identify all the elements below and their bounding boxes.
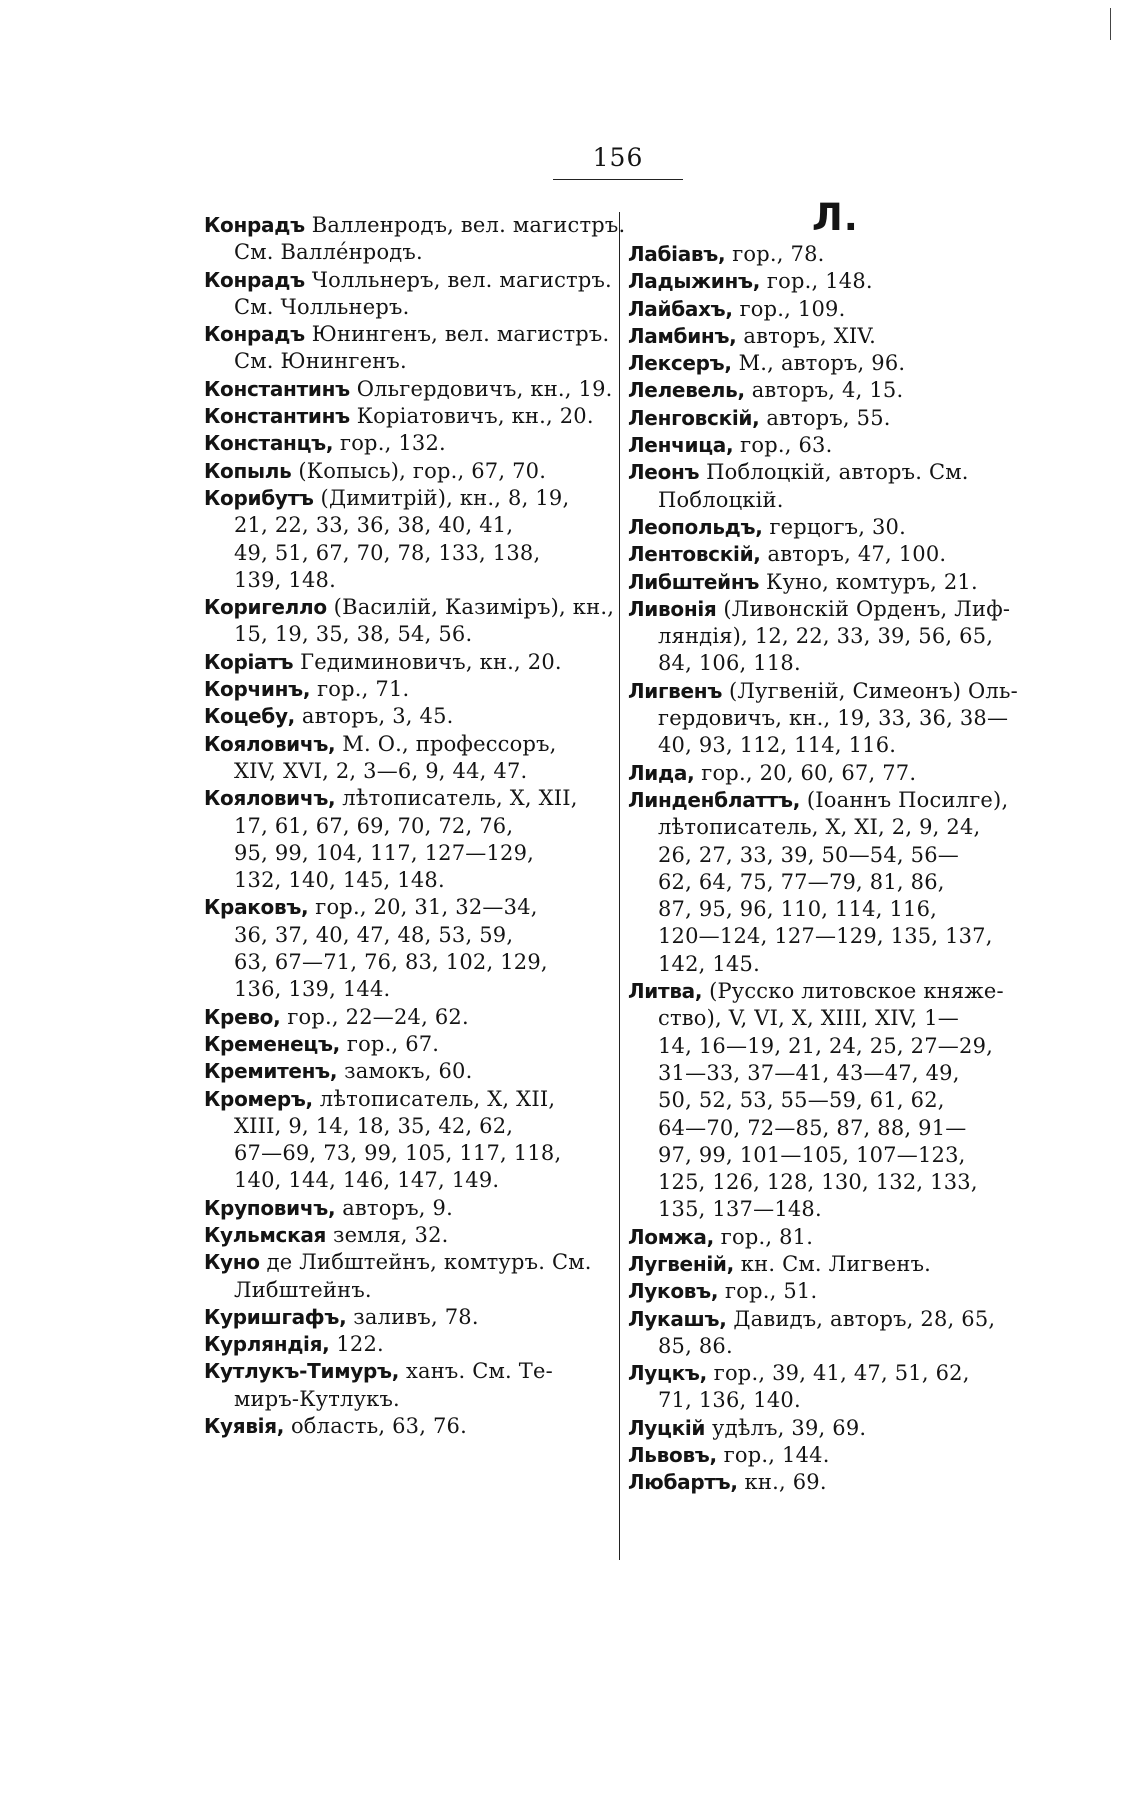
entry-text: (Лугвеній, Симеонъ) Оль-	[728, 678, 1018, 703]
entry-headword: Ливонія	[628, 596, 717, 621]
entry-headword: Луцкій	[628, 1415, 706, 1440]
index-entry	[628, 296, 1032, 323]
entry-first-line	[628, 1251, 1032, 1278]
entry-headword: Констанцъ,	[204, 431, 334, 456]
entry-first-line	[628, 459, 1032, 486]
entry-continuation-line	[628, 951, 1032, 978]
entry-text: герцогъ, 30.	[769, 514, 906, 539]
entry-continuation-line	[628, 1169, 1032, 1196]
entry-first-line	[628, 1442, 1032, 1469]
entry-first-line	[628, 541, 1032, 568]
index-entry	[628, 432, 1032, 459]
entry-continuation-line	[628, 650, 1032, 677]
entry-text: гор., 63.	[740, 433, 833, 458]
entry-continuation-line	[204, 840, 606, 867]
entry-continuation-line	[204, 294, 606, 321]
entry-text: заливъ, 78.	[353, 1304, 479, 1329]
entry-text: гердовичъ, кн., 19, 33, 36, 38—	[658, 706, 1009, 731]
index-entry	[628, 541, 1032, 568]
entry-text: 136, 139, 144.	[234, 977, 391, 1002]
entry-text: (Копысь), гор., 67, 70.	[298, 458, 547, 483]
index-entry	[628, 268, 1032, 295]
entry-text: (Іоаннъ Посилге),	[806, 787, 1009, 812]
entry-text: авторъ, XIV.	[743, 323, 876, 348]
index-entry	[628, 1306, 1032, 1361]
entry-first-line	[628, 760, 1032, 787]
entry-text: кн. См. Лигвенъ.	[740, 1251, 932, 1276]
margin-mark	[1110, 8, 1111, 40]
entry-first-line	[204, 321, 610, 348]
entry-text: гор., 67.	[346, 1031, 440, 1056]
entry-text: гор., 81.	[720, 1224, 814, 1249]
entry-headword: Лелевель,	[628, 378, 745, 403]
entry-first-line	[628, 268, 1032, 295]
entry-headword: Кромеръ,	[204, 1086, 313, 1111]
entry-first-line	[204, 1086, 606, 1113]
entry-continuation-line	[204, 348, 606, 375]
entry-text: 139, 148.	[234, 567, 336, 592]
entry-continuation-line	[204, 867, 606, 894]
index-entry	[628, 323, 1032, 350]
entry-first-line	[628, 1415, 1032, 1442]
entry-first-line	[628, 569, 1032, 596]
entry-headword: Круповичъ,	[204, 1195, 336, 1220]
index-entry	[204, 1031, 606, 1058]
entry-text: М., авторъ, 96.	[738, 351, 906, 376]
entry-headword: Куявія,	[204, 1414, 285, 1439]
entry-headword: Лентовскій,	[628, 542, 761, 567]
entry-headword: Ломжа,	[628, 1224, 714, 1249]
entry-continuation-line	[628, 1333, 1032, 1360]
entry-headword: Литва,	[628, 979, 703, 1004]
entry-headword: Леонъ	[628, 460, 700, 485]
entry-text: гор., 148.	[766, 269, 873, 294]
index-entry	[204, 403, 606, 430]
entry-text: Гедиминовичъ, кн., 20.	[300, 649, 562, 674]
entry-continuation-line	[628, 1033, 1032, 1060]
entry-text: 140, 144, 146, 147, 149.	[234, 1168, 500, 1193]
header-rule	[553, 179, 683, 180]
entry-text: 62, 64, 75, 77—79, 81, 86,	[658, 869, 945, 894]
index-entry	[204, 731, 606, 786]
entry-headword: Коріатъ	[204, 649, 294, 674]
index-entry	[204, 485, 606, 594]
entry-headword: Крево,	[204, 1004, 281, 1029]
entry-text: 132, 140, 145, 148.	[234, 868, 445, 893]
entry-text: ханъ. См. Те-	[405, 1359, 553, 1384]
entry-text: Либштейнъ.	[234, 1277, 372, 1302]
entry-text: замокъ, 60.	[344, 1059, 473, 1084]
index-entry	[628, 514, 1032, 541]
entry-continuation-line	[204, 1277, 606, 1304]
entry-text: 87, 95, 96, 110, 114, 116,	[658, 897, 938, 922]
entry-headword: Копыль	[204, 458, 292, 483]
entry-first-line	[628, 377, 1032, 404]
entry-first-line	[204, 1413, 606, 1440]
index-entry	[204, 1222, 606, 1249]
entry-first-line	[628, 1469, 1032, 1496]
entry-text: XIV, XVI, 2, 3—6, 9, 44, 47.	[234, 758, 528, 783]
index-entry	[204, 785, 606, 894]
entry-first-line	[628, 596, 1032, 623]
entry-text: Куно, комтуръ, 21.	[766, 569, 978, 594]
entry-first-line	[204, 703, 606, 730]
entry-text: авторъ, 4, 15.	[751, 378, 904, 403]
page-number: 156	[592, 143, 644, 172]
index-entry	[204, 1304, 606, 1331]
index-entry	[628, 1251, 1032, 1278]
entry-headword: Кремитенъ,	[204, 1059, 338, 1084]
index-entry	[204, 430, 606, 457]
entry-text: (Димитрій), кн., 8, 19,	[320, 485, 570, 510]
entry-headword: Константинъ	[204, 404, 350, 429]
entry-first-line	[628, 405, 1032, 432]
entry-text: (Ливонскій Орденъ, Лиф-	[723, 596, 1011, 621]
entry-continuation-line	[628, 842, 1032, 869]
entry-first-line	[204, 1222, 606, 1249]
index-entry	[204, 649, 606, 676]
entry-text: 135, 137—148.	[658, 1197, 822, 1222]
entry-first-line	[628, 241, 1032, 268]
entry-text: Чолльнеръ, вел. магистръ.	[311, 267, 612, 292]
entry-headword: Луцкъ,	[628, 1361, 707, 1386]
entry-first-line	[204, 458, 606, 485]
entry-first-line	[628, 978, 1032, 1005]
index-entry	[204, 376, 613, 403]
index-entry	[628, 1360, 1032, 1415]
entry-headword: Лабіавъ,	[628, 242, 726, 266]
entry-first-line	[628, 1224, 1032, 1251]
entry-text: Юнингенъ, вел. магистръ.	[311, 322, 610, 347]
entry-text: 84, 106, 118.	[658, 651, 801, 676]
index-entry	[204, 894, 606, 1003]
entry-text: гор., 109.	[739, 296, 846, 321]
entry-continuation-line	[204, 758, 606, 785]
entry-headword: Лукашъ,	[628, 1306, 727, 1331]
entry-continuation-line	[628, 705, 1032, 732]
entry-text: авторъ, 55.	[766, 405, 891, 430]
entry-text: авторъ, 47, 100.	[767, 542, 947, 567]
entry-first-line	[628, 787, 1032, 814]
entry-text: де Либштейнъ, комтуръ. См.	[266, 1250, 592, 1275]
entry-continuation-line	[628, 732, 1032, 759]
right-column	[628, 241, 1032, 1497]
entry-headword: Любартъ,	[628, 1470, 738, 1495]
entry-text: 17, 61, 67, 69, 70, 72, 76,	[234, 813, 514, 838]
entry-text: 125, 126, 128, 130, 132, 133,	[658, 1170, 978, 1195]
entry-first-line	[628, 350, 1032, 377]
entry-first-line	[204, 894, 606, 921]
entry-continuation-line	[204, 922, 606, 949]
entry-continuation-line	[204, 1386, 606, 1413]
index-entry	[204, 212, 626, 267]
entry-headword: Конрадъ	[204, 267, 305, 292]
entry-continuation-line	[204, 1167, 606, 1194]
entry-text: 122.	[336, 1332, 384, 1357]
entry-text: 64—70, 72—85, 87, 88, 91—	[658, 1115, 967, 1140]
entry-first-line	[204, 1304, 606, 1331]
index-entry	[628, 241, 1032, 268]
entry-first-line	[204, 403, 606, 430]
entry-first-line	[204, 267, 612, 294]
entry-first-line	[204, 1195, 606, 1222]
index-entry	[628, 1415, 1032, 1442]
index-entry	[204, 1058, 606, 1085]
index-entry	[628, 377, 1032, 404]
index-entry	[204, 321, 610, 376]
entry-text: 49, 51, 67, 70, 78, 133, 138,	[234, 540, 541, 565]
entry-text: 120—124, 127—129, 135, 137,	[658, 924, 993, 949]
index-entry	[204, 458, 606, 485]
entry-text: 50, 52, 53, 55—59, 61, 62,	[658, 1088, 945, 1113]
entry-headword: Лида,	[628, 760, 695, 785]
entry-headword: Ленчица,	[628, 433, 734, 458]
entry-text: кн., 69.	[744, 1470, 827, 1495]
entry-continuation-line	[628, 814, 1032, 841]
entry-continuation-line	[628, 1115, 1032, 1142]
entry-text: 142, 145.	[658, 951, 760, 976]
entry-continuation-line	[628, 1060, 1032, 1087]
entry-text: (Василій, Казиміръ), кн.,	[333, 595, 615, 620]
entry-first-line	[628, 323, 1032, 350]
index-entry	[204, 1249, 606, 1304]
entry-continuation-line	[204, 239, 606, 266]
index-entry	[628, 569, 1032, 596]
entry-text: гор., 71.	[317, 677, 410, 702]
entry-text: гор., 22—24, 62.	[287, 1004, 469, 1029]
entry-headword: Конрадъ	[204, 213, 305, 237]
entry-text: гор., 78.	[732, 242, 825, 266]
entry-first-line	[628, 1360, 1032, 1387]
index-entry	[204, 1086, 606, 1195]
entry-text: Ольгердовичъ, кн., 19.	[356, 376, 613, 401]
entry-text: Давидъ, авторъ, 28, 65,	[733, 1306, 996, 1331]
entry-continuation-line	[204, 540, 606, 567]
index-entry	[204, 676, 606, 703]
index-entry	[628, 787, 1032, 978]
entry-continuation-line	[628, 923, 1032, 950]
entry-text: Валленродъ, вел. магистръ.	[311, 213, 626, 237]
index-entry	[628, 678, 1032, 760]
entry-continuation-line	[204, 1113, 606, 1140]
entry-continuation-line	[204, 949, 606, 976]
entry-headword: Лексеръ,	[628, 351, 732, 376]
entry-headword: Корибутъ	[204, 485, 314, 510]
entry-headword: Ламбинъ,	[628, 323, 737, 348]
entry-text: 36, 37, 40, 47, 48, 53, 59,	[234, 922, 514, 947]
index-entry	[204, 1331, 606, 1358]
entry-first-line	[204, 485, 606, 512]
entry-headword: Лигвенъ	[628, 678, 723, 703]
entry-text: Коріатовичъ, кн., 20.	[356, 404, 594, 429]
index-entry	[204, 267, 612, 322]
entry-headword: Курляндія,	[204, 1332, 330, 1357]
entry-text: 40, 93, 112, 114, 116.	[658, 733, 897, 758]
entry-first-line	[204, 376, 613, 403]
entry-headword: Линденблаттъ,	[628, 787, 800, 812]
entry-headword: Константинъ	[204, 376, 350, 401]
entry-headword: Ленговскій,	[628, 405, 760, 430]
entry-first-line	[204, 1058, 606, 1085]
entry-text: гор., 144.	[723, 1443, 830, 1468]
entry-text: (Русско литовское княже-	[709, 979, 1004, 1004]
entry-continuation-line	[204, 1140, 606, 1167]
index-entry	[628, 1224, 1032, 1251]
entry-headword: Ладыжинъ,	[628, 269, 761, 294]
index-entry	[204, 1413, 606, 1440]
entry-continuation-line	[204, 976, 606, 1003]
entry-headword: Кояловичъ,	[204, 731, 336, 756]
entry-text: См. Юнингенъ.	[234, 349, 407, 374]
entry-headword: Либштейнъ	[628, 569, 760, 594]
entry-text: См. Чолльнеръ.	[234, 294, 410, 319]
entry-first-line	[204, 1004, 606, 1031]
entry-first-line	[204, 731, 606, 758]
entry-text: 95, 99, 104, 117, 127—129,	[234, 840, 535, 865]
index-entry	[628, 1442, 1032, 1469]
index-entry	[628, 350, 1032, 377]
index-entry	[204, 703, 606, 730]
entry-continuation-line	[628, 869, 1032, 896]
entry-continuation-line	[628, 1387, 1032, 1414]
column-divider	[619, 212, 620, 1560]
entry-first-line	[628, 514, 1032, 541]
entry-first-line	[204, 649, 606, 676]
entry-text: Поблоцкій.	[658, 487, 784, 512]
entry-first-line	[628, 1278, 1032, 1305]
entry-text: 71, 136, 140.	[658, 1388, 801, 1413]
entry-continuation-line	[204, 621, 606, 648]
index-entry	[628, 760, 1032, 787]
entry-text: гор., 39, 41, 47, 51, 62,	[713, 1361, 970, 1386]
entry-continuation-line	[628, 1087, 1032, 1114]
entry-headword: Конрадъ	[204, 322, 305, 347]
entry-headword: Луковъ,	[628, 1279, 719, 1304]
entry-text: авторъ, 9.	[342, 1195, 453, 1220]
entry-text: 67—69, 73, 99, 105, 117, 118,	[234, 1141, 562, 1166]
entry-text: лѣтописатель, X, XI, 2, 9, 24,	[658, 815, 981, 840]
entry-continuation-line	[628, 1142, 1032, 1169]
entry-text: См. Валле́нродъ.	[234, 240, 423, 265]
entry-headword: Куно	[204, 1250, 260, 1275]
entry-headword: Корчинъ,	[204, 677, 311, 702]
entry-first-line	[204, 1249, 606, 1276]
entry-headword: Лайбахъ,	[628, 296, 733, 321]
entry-text: гор., 132.	[340, 431, 446, 456]
index-entry	[628, 405, 1032, 432]
entry-first-line	[204, 212, 626, 239]
entry-headword: Коригелло	[204, 595, 327, 620]
section-letter-heading: Л.	[812, 196, 859, 239]
index-entry	[204, 1004, 606, 1031]
entry-first-line	[628, 678, 1032, 705]
entry-text: 97, 99, 101—105, 107—123,	[658, 1142, 966, 1167]
entry-first-line	[628, 296, 1032, 323]
entry-first-line	[204, 1331, 606, 1358]
entry-text: земля, 32.	[333, 1222, 449, 1247]
entry-headword: Коцебу,	[204, 704, 295, 729]
left-column	[204, 212, 626, 1440]
entry-text: 31—33, 37—41, 43—47, 49,	[658, 1060, 960, 1085]
entry-text: М. О., профессоръ,	[342, 731, 557, 756]
entry-text: гор., 51.	[725, 1279, 818, 1304]
entry-first-line	[628, 1306, 1032, 1333]
entry-first-line	[204, 430, 606, 457]
entry-first-line	[204, 1358, 606, 1385]
index-entry	[628, 1469, 1032, 1496]
entry-text: 85, 86.	[658, 1333, 733, 1358]
entry-continuation-line	[628, 896, 1032, 923]
index-entry	[628, 459, 1032, 514]
entry-continuation-line	[628, 1005, 1032, 1032]
entry-continuation-line	[204, 567, 606, 594]
index-entry	[628, 978, 1032, 1224]
entry-text: гор., 20, 60, 67, 77.	[701, 760, 917, 785]
entry-text: 63, 67—71, 76, 83, 102, 129,	[234, 950, 548, 975]
entry-continuation-line	[628, 1196, 1032, 1223]
entry-text: область, 63, 76.	[290, 1414, 467, 1439]
entry-text: 14, 16—19, 21, 24, 25, 27—29,	[658, 1033, 994, 1058]
entry-text: удѣлъ, 39, 69.	[712, 1415, 867, 1440]
entry-text: лѣтописатель, X, XII,	[319, 1086, 556, 1111]
entry-text: Поблоцкій, авторъ. См.	[706, 460, 969, 485]
entry-first-line	[204, 1031, 606, 1058]
entry-text: XIII, 9, 14, 18, 35, 42, 62,	[234, 1113, 514, 1138]
entry-headword: Львовъ,	[628, 1443, 717, 1468]
entry-text: миръ-Кутлукъ.	[234, 1386, 400, 1411]
entry-headword: Кутлукъ-Тимуръ,	[204, 1359, 400, 1384]
index-entry	[628, 596, 1032, 678]
entry-headword: Краковъ,	[204, 895, 309, 920]
entry-text: 15, 19, 35, 38, 54, 56.	[234, 622, 473, 647]
entry-text: гор., 20, 31, 32—34,	[315, 895, 538, 920]
index-entry	[204, 1358, 606, 1413]
entry-continuation-line	[628, 623, 1032, 650]
index-entry	[628, 1278, 1032, 1305]
entry-first-line	[204, 676, 606, 703]
index-entry	[204, 594, 615, 649]
entry-text: ство), V, VI, X, XIII, XIV, 1—	[658, 1006, 959, 1031]
entry-text: лѣтописатель, X, XII,	[342, 786, 578, 811]
index-entry	[204, 1195, 606, 1222]
entry-text: 21, 22, 33, 36, 38, 40, 41,	[234, 513, 514, 538]
entry-first-line	[628, 432, 1032, 459]
entry-text: 26, 27, 33, 39, 50—54, 56—	[658, 842, 960, 867]
entry-headword: Кояловичъ,	[204, 786, 336, 811]
entry-text: авторъ, 3, 45.	[301, 704, 454, 729]
entry-continuation-line	[204, 512, 606, 539]
entry-text: ляндія), 12, 22, 33, 39, 56, 65,	[658, 624, 994, 649]
entry-headword: Леопольдъ,	[628, 514, 763, 539]
entry-continuation-line	[628, 487, 1032, 514]
entry-headword: Куришгафъ,	[204, 1304, 347, 1329]
entry-first-line	[204, 785, 606, 812]
entry-continuation-line	[204, 813, 606, 840]
entry-headword: Лугвеній,	[628, 1251, 734, 1276]
entry-headword: Кульмская	[204, 1222, 327, 1247]
entry-first-line	[204, 594, 615, 621]
entry-headword: Кременецъ,	[204, 1031, 340, 1056]
